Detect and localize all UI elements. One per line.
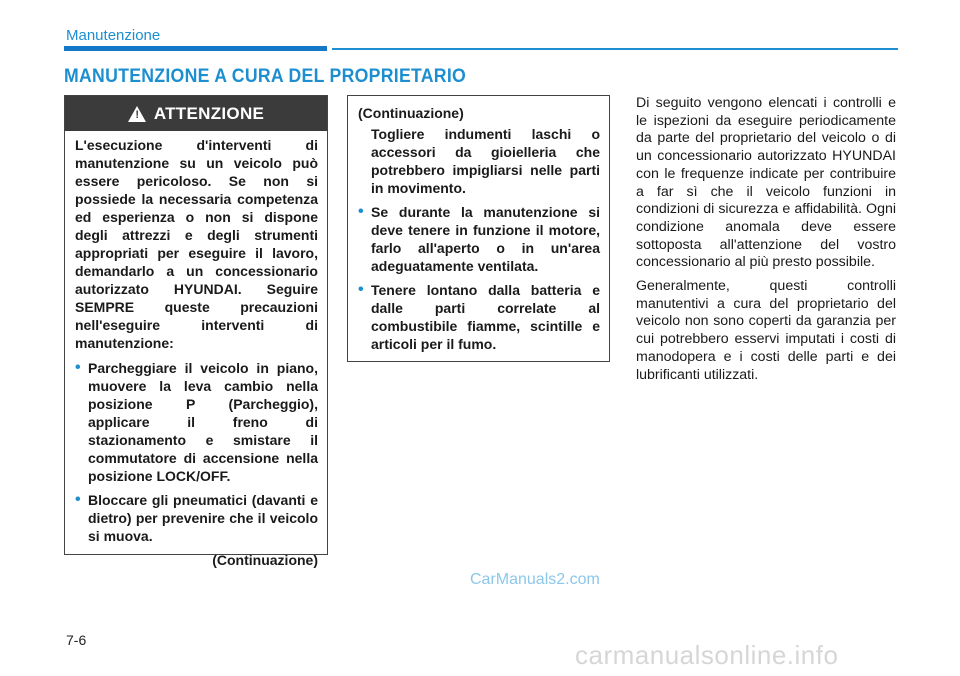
warning-body <box>65 131 327 569</box>
warning-bullet <box>75 359 318 485</box>
warning-intro: L'esecuzione d'interventi di manutenzione su un veicolo può essere pericoloso. Se non si possiede la necessaria competenza ed esperienza o non si dispone degli attrezzi e degli strumenti appropriati per eseguire il lavoro, demandarlo a un concessionario autorizzato HYUNDAI. Seguire SEMPRE queste precauzioni nell'eseguire interventi di manutenzione: <box>75 137 318 351</box>
continuation-item: Togliere indumenti laschi o accessori da gioielleria che potrebbero impigliarsi nelle parti in movimento. <box>371 126 600 196</box>
bullet-icon: • <box>358 281 364 298</box>
page-number: 7-6 <box>66 632 87 648</box>
continued-label: (Continuazione) <box>358 105 464 121</box>
continued-label: (Continuazione) <box>212 552 318 568</box>
page-title: MANUTENZIONE A CURA DEL PROPRIETARIO <box>64 66 467 87</box>
section-title: Manutenzione <box>66 27 161 44</box>
warning-bullet <box>75 491 318 545</box>
bullet-icon: • <box>75 491 81 508</box>
header-rule-thin <box>332 48 898 50</box>
body-text-column <box>636 95 896 390</box>
continuation-bullet <box>358 281 600 353</box>
warning-title: ATTENZIONE <box>153 103 265 123</box>
body-paragraph: Generalmente, questi controlli manutentivi a cura del proprietario del veicolo non sono coperti da garanzia per cui potrebbero esservi imputati i costi di manodopera e i costi delle parti e dei lubrificanti utilizzati. <box>636 278 896 383</box>
warning-bullet-text: Parcheggiare il veicolo in piano, muovere la leva cambio nella posizione P (Parcheggio), applicare il freno di stazionamento e smistare il commutatore di accensione nella posizione LOCK/OFF. <box>88 360 318 484</box>
watermark-link[interactable]: CarManuals2.com <box>470 571 600 588</box>
header-rule-thick <box>64 46 327 51</box>
warning-bullet-text: Bloccare gli pneumatici (davanti e dietro) per prevenire che il veicolo si muova. <box>88 492 318 544</box>
bullet-icon: • <box>75 359 81 376</box>
bullet-icon: • <box>358 203 364 220</box>
continuation-bullet-text: Tenere lontano dalla batteria e dalle parti correlate al combustibile fiamme, scintille e articoli per il fumo. <box>371 282 600 352</box>
warning-box <box>64 95 328 568</box>
warning-header <box>65 96 327 131</box>
body-paragraph: Di seguito vengono elencati i controlli e le ispezioni da eseguire periodicamente da parte del proprietario del veicolo o di un concessionario autorizzato HYUNDAI con le frequenze indicate per contribuire a far sì che il veicolo funzioni in condizioni di sicurezza e affidabilità. Ogni condizione anomala deve essere sottoposta all'attenzione del vostro concessionario al più presto possibile. <box>636 95 896 271</box>
continuation-body <box>348 96 609 353</box>
warning-triangle-icon: ! <box>128 106 146 122</box>
continuation-bullet <box>358 203 600 275</box>
continuation-bullet-text: Se durante la manutenzione si deve tenere in funzione il motore, farlo all'aperto o in un'area adeguatamente ventilata. <box>371 204 600 274</box>
footer-watermark: carmanualsonline.info <box>575 640 839 670</box>
continuation-box <box>347 95 610 362</box>
